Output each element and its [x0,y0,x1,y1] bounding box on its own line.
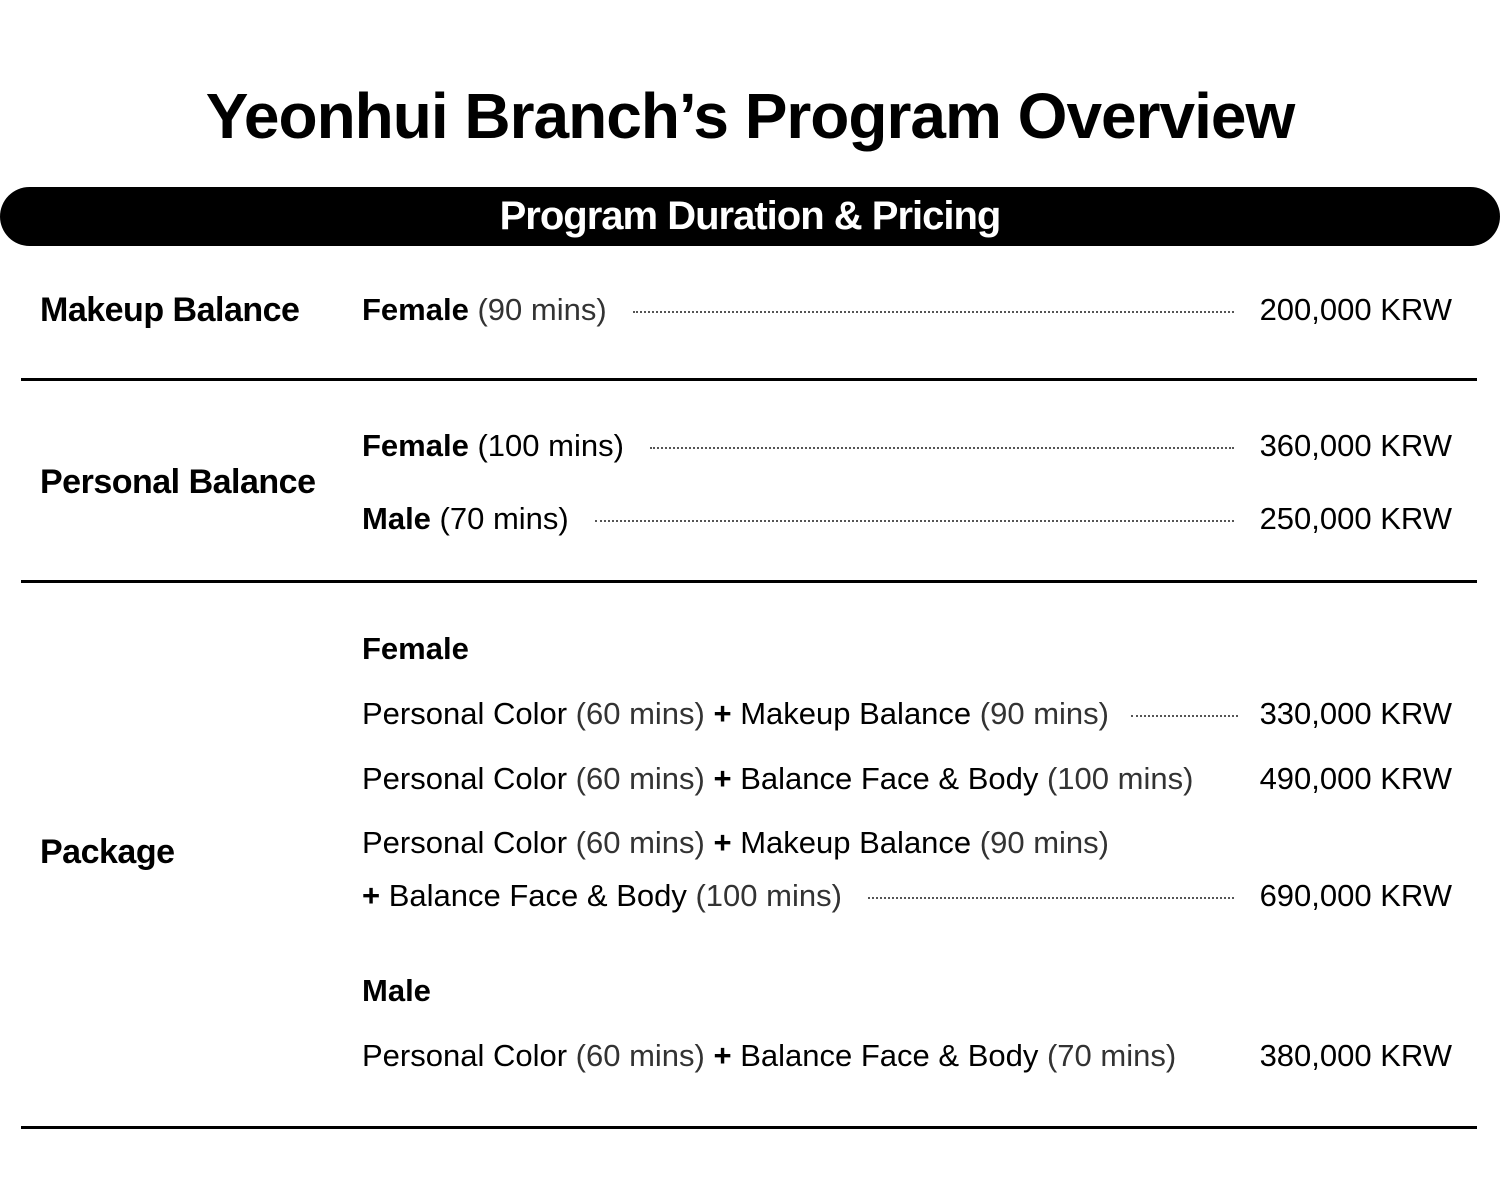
package-row-1 [362,694,1452,734]
female-heading: Female [362,631,469,666]
price-row-makeup-female [362,290,1452,330]
audience-label: Male [362,501,431,536]
price-value: 490,000 KRW [1259,761,1452,796]
dot-leader [633,311,1234,313]
package-row-3-line-1: Personal Color (60 mins) + Makeup Balance (90 mins) [362,825,1109,860]
row-label: Personal Color (60 mins) + Balance Face & Body (70 mins) [362,1038,1177,1073]
row-label [362,499,569,539]
dot-leader [650,447,1234,449]
package-row-2 [362,759,1452,799]
audience-label: Female [362,292,469,327]
price-row-personal-male [362,499,1452,539]
price-value: 360,000 KRW [1259,428,1452,463]
audience-label: Female [362,428,469,463]
duration-label: (90 mins) [477,292,607,327]
package-row-3-line-2 [362,876,1452,916]
dot-leader [1131,715,1238,717]
section-divider [21,378,1477,381]
price-value: 200,000 KRW [1259,292,1452,327]
row-label: Personal Color (60 mins) + Makeup Balance (90 mins) [362,696,1109,731]
package-row-4 [362,1036,1452,1076]
price-value: 330,000 KRW [1259,696,1452,731]
section-divider [21,1126,1477,1129]
category-package: Package [40,833,175,871]
male-heading: Male [362,973,431,1008]
price-value: 690,000 KRW [1259,878,1452,913]
page-title: Yeonhui Branch’s Program Overview [205,80,1295,152]
row-label: + Balance Face & Body (100 mins) [362,878,842,913]
row-label: Personal Color (60 mins) + Balance Face & Body (100 mins) [362,761,1194,796]
section-divider [21,580,1477,583]
duration-label: (70 mins) [439,501,569,536]
section-banner: Program Duration & Pricing [0,187,1500,246]
price-value: 380,000 KRW [1259,1038,1452,1073]
category-personal-balance: Personal Balance [40,463,316,501]
dot-leader [595,520,1234,522]
price-row-personal-female [362,426,1452,466]
row-label [362,426,624,466]
duration-label: (100 mins) [477,428,624,463]
row-label [362,290,607,330]
category-makeup-balance: Makeup Balance [40,291,300,329]
price-value: 250,000 KRW [1259,501,1452,536]
dot-leader [868,897,1234,899]
